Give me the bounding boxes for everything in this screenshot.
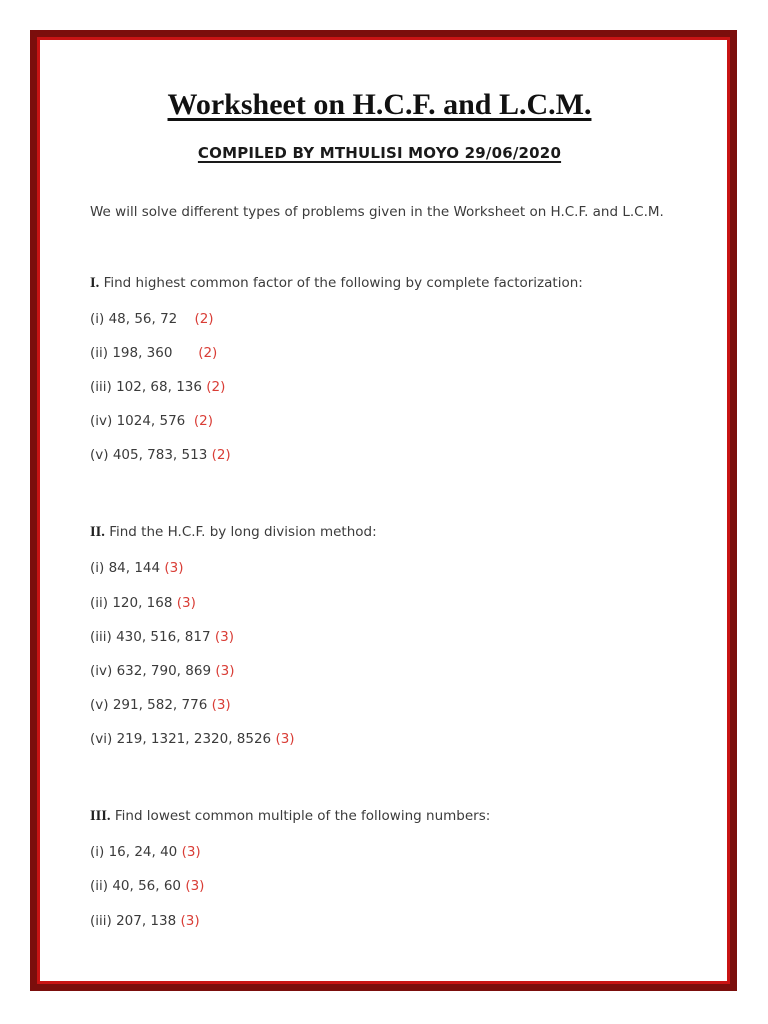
item-marks: (2)	[194, 310, 214, 327]
item-numbers: (v) 291, 582, 776	[90, 697, 208, 714]
page-frame-inner	[37, 37, 730, 984]
worksheet-item-3-iii	[90, 914, 669, 928]
item-numbers: (i) 48, 56, 72	[90, 310, 178, 327]
worksheet-item-1-v	[90, 448, 669, 462]
item-marks: (2)	[206, 378, 226, 395]
item-numbers: (ii) 40, 56, 60	[90, 878, 182, 895]
worksheet-page	[40, 40, 727, 981]
item-marks: (2)	[198, 344, 218, 361]
worksheet-item-2-vi	[90, 732, 669, 746]
item-numbers: (vi) 219, 1321, 2320, 8526	[90, 731, 272, 748]
item-marks: (2)	[193, 413, 213, 430]
item-marks: (3)	[176, 594, 196, 611]
section-1-heading-text: Find highest common factor of the following by complete factorization:	[99, 274, 583, 291]
item-marks: (3)	[185, 878, 205, 895]
section-1-heading	[90, 276, 669, 292]
worksheet-item-1-iii	[90, 380, 669, 394]
item-numbers: (iv) 632, 790, 869	[90, 662, 212, 679]
item-marks: (3)	[215, 662, 235, 679]
page-title: Worksheet on H.C.F. and L.C.M.	[167, 88, 592, 121]
page-subtitle: COMPILED BY MTHULISI MOYO 29/06/2020	[197, 144, 562, 162]
item-spacer	[172, 345, 198, 361]
item-numbers: (ii) 120, 168	[90, 594, 173, 611]
intro-paragraph: We will solve different types of problems given in the Worksheet on H.C.F. and L.C.M.	[90, 204, 664, 220]
item-numbers: (iii) 430, 516, 817	[90, 628, 211, 645]
item-marks: (3)	[181, 844, 201, 861]
section-2-numeral: II.	[90, 524, 105, 541]
worksheet-item-3-i	[90, 845, 669, 859]
item-marks: (2)	[211, 447, 231, 464]
section-3-heading	[90, 809, 669, 825]
worksheet-item-3-ii	[90, 879, 669, 893]
item-marks: (3)	[275, 731, 295, 748]
section-3-numeral: III.	[90, 808, 111, 825]
section-2-heading	[90, 525, 669, 541]
worksheet-item-2-iv	[90, 664, 669, 678]
worksheet-item-1-iv	[90, 414, 669, 428]
worksheet-item-2-v	[90, 698, 669, 712]
item-numbers: (i) 84, 144	[90, 560, 161, 577]
item-spacer	[185, 413, 194, 429]
item-marks: (3)	[180, 912, 200, 929]
item-numbers: (iii) 207, 138	[90, 912, 177, 929]
worksheet-item-2-iii	[90, 630, 669, 644]
item-numbers: (v) 405, 783, 513	[90, 447, 208, 464]
item-marks: (3)	[164, 560, 184, 577]
section-1-numeral: I.	[90, 274, 100, 291]
item-numbers: (ii) 198, 360	[90, 344, 173, 361]
item-numbers: (iii) 102, 68, 136	[90, 378, 202, 395]
worksheet-item-1-ii	[90, 346, 669, 360]
item-numbers: (iv) 1024, 576	[90, 413, 186, 430]
page-frame-outer	[30, 30, 737, 991]
worksheet-item-2-ii	[90, 596, 669, 610]
item-spacer	[177, 311, 194, 327]
item-numbers: (i) 16, 24, 40	[90, 844, 178, 861]
section-2-heading-text: Find the H.C.F. by long division method:	[104, 524, 377, 541]
section-3-heading-text: Find lowest common multiple of the following numbers:	[110, 808, 491, 825]
worksheet-item-2-i	[90, 561, 669, 575]
item-marks: (3)	[211, 697, 231, 714]
worksheet-item-1-i	[90, 312, 669, 326]
item-marks: (3)	[214, 628, 234, 645]
